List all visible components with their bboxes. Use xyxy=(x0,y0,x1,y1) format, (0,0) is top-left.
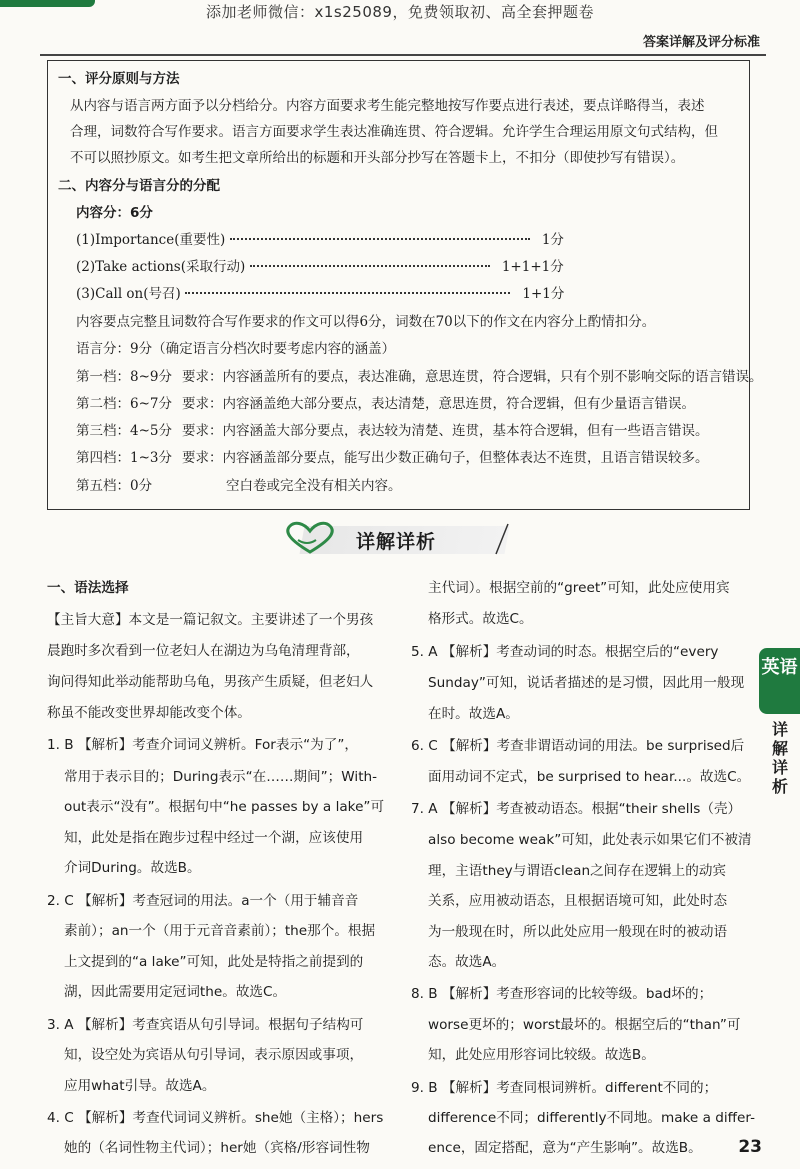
column-line: 格形式。故选C。 xyxy=(428,611,533,627)
content-item xyxy=(76,255,564,275)
leader-dots xyxy=(250,265,490,267)
column-line: 询问得知此举动能帮助乌龟，男孩产生质疑，但老妇人 xyxy=(47,674,374,690)
column-line: 【主旨大意】本文是一篇记叙文。主要讲述了一个男孩 xyxy=(47,612,374,628)
column-line: 4. C 【解析】考查代词词义辨析。she她（主格）；hers xyxy=(47,1110,384,1126)
level-label: 第二档：6~7分 xyxy=(76,396,172,412)
section-banner xyxy=(280,520,515,558)
watermark-text: 添加老师微信：x1s25089，免费领取初、高全套押题卷 xyxy=(206,3,594,21)
column-line: 3. A 【解析】考查宾语从句引导词。根据句子结构可 xyxy=(47,1017,364,1033)
level-row xyxy=(76,474,402,494)
subject-tab: 英语 xyxy=(759,648,800,714)
section-1-line: 合理，词数符合写作要求。语言方面要求学生表达准确连贯、符合逻辑。允许学生合理运用原文句式结构，但 xyxy=(70,124,718,140)
column-line: out表示“没有”。根据句中“he passes by a lake”可 xyxy=(64,799,385,815)
leader-dots xyxy=(185,292,510,294)
column-line: 在时。故选A。 xyxy=(428,706,519,722)
level-requirement: 要求：内容涵盖部分要点，能写出少数正确句子，但整体表达不连贯，且语言错误较多。 xyxy=(182,450,709,466)
column-line: 1. B 【解析】考查介词词义辨析。For表示“为了”， xyxy=(47,737,358,753)
column-line: 晨跑时多次看到一位老妇人在湖边为乌龟清理背部， xyxy=(47,643,360,659)
header-divider xyxy=(40,54,766,56)
level-row xyxy=(76,365,763,385)
column-line: Sunday”可知，说话者描述的是习惯，因此用一般现 xyxy=(428,675,745,691)
header-label: 答案详解及评分标准 xyxy=(642,35,760,50)
content-item-points: 1+1+1分 xyxy=(501,259,564,275)
column-line: 常用于表示目的；During表示“在……期间”；With- xyxy=(64,769,378,785)
content-item xyxy=(76,282,564,302)
section-1-title: 一、评分原则与方法 xyxy=(58,71,180,87)
column-line: 知，设空处为宾语从句引导词，表示原因或事项， xyxy=(64,1047,364,1063)
level-label: 第五档：0分 xyxy=(76,478,153,494)
column-line: ence，固定搭配，意为“产生影响”。故选B。 xyxy=(428,1140,702,1156)
level-row xyxy=(76,392,695,412)
column-line: 9. B 【解析】考查同根词辨析。different不同的； xyxy=(411,1080,718,1096)
column-line: 上文提到的“a lake”可知，此处是特指之前提到的 xyxy=(64,954,364,970)
column-line: 面用动词不定式，be surprised to hear...。故选C。 xyxy=(428,769,751,785)
column-line: 介词During。故选B。 xyxy=(64,860,201,876)
content-note: 内容要点完整且词数符合写作要求的作文可以得6分，词数在70以下的作文在内容分上酌情扣分。 xyxy=(76,314,656,330)
section-2-title: 二、内容分与语言分的分配 xyxy=(58,178,220,194)
column-line: 6. C 【解析】考查非谓语动词的用法。be surprised后 xyxy=(411,738,745,754)
level-requirement: 要求：内容涵盖绝大部分要点，表达清楚，意思连贯，符合逻辑，但有少量语言错误。 xyxy=(182,396,695,412)
banner-title: 详解详析 xyxy=(356,531,437,553)
column-line: 知，此处应用形容词比较级。故选B。 xyxy=(428,1047,655,1063)
page-number: 23 xyxy=(738,1137,762,1157)
section-1-line: 从内容与语言两方面予以分档给分。内容方面要求考生能完整地按写作要点进行表述，要点详略得当，表述 xyxy=(70,98,705,114)
level-requirement: 要求：内容涵盖所有的要点，表达准确，意思连贯，符合逻辑，只有个别不影响交际的语言错误。 xyxy=(182,369,763,385)
level-label: 第三档：4~5分 xyxy=(76,423,172,439)
grading-standards-box xyxy=(47,60,763,510)
section-1-line: 不可以照抄原文。如考生把文章所给出的标题和开头部分抄写在答题卡上，不扣分（即使抄写有错误）。 xyxy=(70,150,685,166)
column-line: 主代词）。根据空前的“greet”可知，此处应使用宾 xyxy=(428,580,730,596)
level-requirement: 要求：内容涵盖大部分要点，表达较为清楚、连贯，基本符合逻辑，但有一些语言错误。 xyxy=(182,423,709,439)
column-line: 称虽不能改变世界却能改变个体。 xyxy=(47,705,251,721)
level-label: 第一档：8~9分 xyxy=(76,369,172,385)
language-score-title: 语言分：9分（确定语言分档次时要考虑内容的涵盖） xyxy=(76,341,396,357)
slash-decoration-icon xyxy=(492,520,512,558)
column-line: worse更坏的；worst最坏的。根据空后的“than”可 xyxy=(428,1017,741,1033)
content-item-points: 1+1分 xyxy=(522,286,565,302)
content-item-label: (1)Importance(重要性) xyxy=(76,232,226,248)
content-item xyxy=(76,228,564,248)
content-score-title: 内容分：6分 xyxy=(76,205,153,221)
content-item-points: 1分 xyxy=(541,232,564,248)
column-line: 关系，应用被动语态，且根据语境可知，此处时态 xyxy=(428,893,728,909)
content-item-label: (2)Take actions(采取行动) xyxy=(76,259,246,275)
content-item-label: (3)Call on(号召) xyxy=(76,286,181,302)
level-row xyxy=(76,446,709,466)
level-row xyxy=(76,419,709,439)
level-label: 第四档：1~3分 xyxy=(76,450,172,466)
column-line: 知，此处是指在跑步过程中经过一个湖，应该使用 xyxy=(64,830,364,846)
column-line: 她的（名词性物主代词）；her她（宾格/形容词性物 xyxy=(64,1140,370,1156)
column-line: 为一般现在时，所以此处应用一般现在时的被动语 xyxy=(428,924,728,940)
column-line: 2. C 【解析】考查冠词的用法。a一个（用于辅音音 xyxy=(47,893,359,909)
column-line: 态。故选A。 xyxy=(428,954,506,970)
column-line: 湖，因此需要用定冠词the。故选C。 xyxy=(64,984,287,1000)
side-section-label: 详解详析 xyxy=(771,720,788,796)
column-line: 8. B 【解析】考查形容词的比较等级。bad坏的； xyxy=(411,986,713,1002)
column-line: 素前）；an一个（用于元音音素前）；the那个。根据 xyxy=(64,923,376,939)
column-line: 7. A 【解析】考查被动语态。根据“their shells（壳） xyxy=(411,801,742,817)
column-line: difference不同；differently不同地。make a differ- xyxy=(428,1110,756,1126)
column-line: also become weak”可知，此处表示如果它们不被清 xyxy=(428,832,752,848)
column-line: 理，主语they与谓语clean之间存在逻辑上的动宾 xyxy=(428,863,727,879)
heart-icon xyxy=(280,520,340,558)
leader-dots xyxy=(230,238,530,240)
column-line: 5. A 【解析】考查动词的时态。根据空后的“every xyxy=(411,644,719,660)
column-line: 一、语法选择 xyxy=(47,580,129,596)
level-requirement: 空白卷或完全没有相关内容。 xyxy=(226,478,402,494)
column-line: 应用what引导。故选A。 xyxy=(64,1078,216,1094)
